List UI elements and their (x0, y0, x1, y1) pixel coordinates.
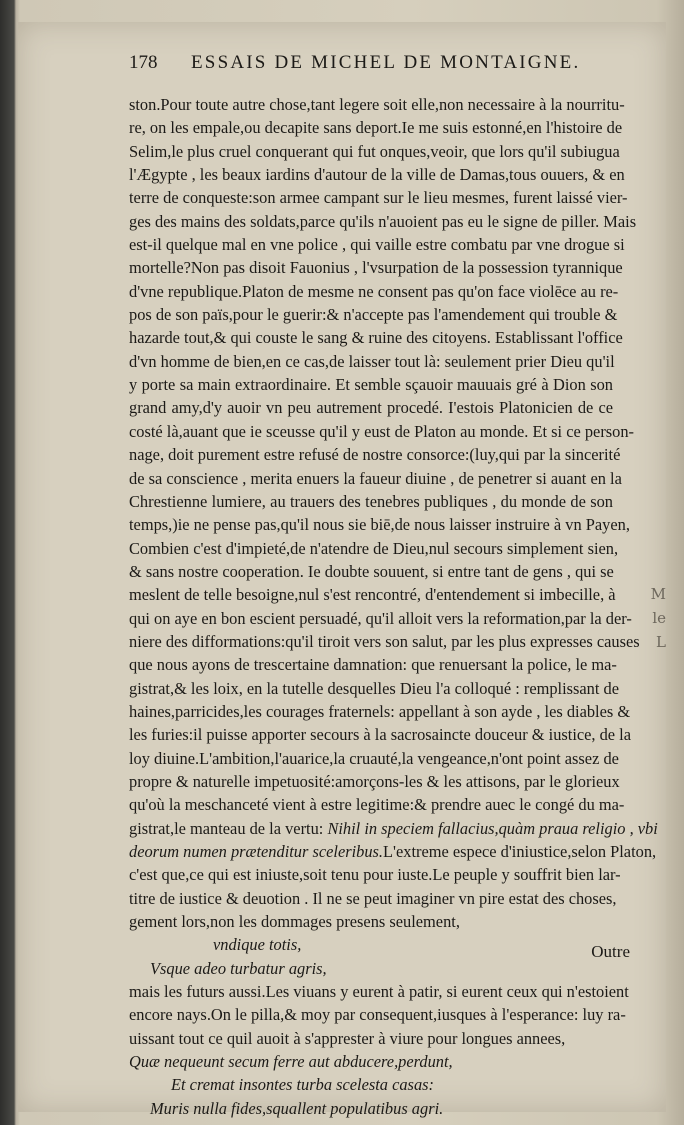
text-line: terre de conqueste:son armee campant sur le lieu mesmes, furent laissé vier- (129, 188, 628, 208)
text-line: d'vn homme de bien,en ce cas,de laisser tout là: seulement prier Dieu qu'il (129, 351, 615, 371)
text-line: & sans nostre cooperation. Ie doubte souuent, si entre tant de gens , qui se (129, 561, 614, 581)
page-number: 178 (129, 52, 158, 73)
text-line: d'vne republique.Platon de mesme ne consent pas qu'on face violēce au re- (129, 281, 619, 301)
catchword: Outre (591, 942, 630, 961)
text-line: ston.Pour toute autre chose,tant legere soit elle,non necessaire à la nourritu- (129, 95, 625, 114)
latin-quote-a: Nihil in speciem fallacius,quàm praua religio , vbi (327, 818, 658, 838)
verse-line: Et cremat insontes turba scelesta casas: (171, 1075, 434, 1095)
text-line: Chrestienne lumiere, au trauers des tenebres publiques , du monde de son (129, 491, 613, 511)
text-line: Selim,le plus cruel conquerant qui fut onques,veoir, que lors qu'il subiugua (129, 141, 620, 161)
text-line: nage, doit purement estre refusé de nostre consorce:(luy,qui par la sincerité (129, 445, 621, 465)
verse-line: Muris nulla fides,squallent populatibus agri. (150, 1098, 444, 1118)
text-line: costé là,auant que ie sceusse qu'il y eust de Platon au monde. Et si ce person- (129, 421, 635, 441)
text-line: ges des mains des soldats,parce qu'ils n'auoient pas eu le signe de piller. Mais (129, 211, 637, 231)
text-line: grand amy,d'y auoir vn peu autrement procedé. I'estois Platonicien de ce (129, 398, 613, 418)
text-line: loy diuine.L'ambition,l'auarice,la cruauté,la vengeance,n'ont point assez de (129, 748, 619, 768)
text-line: uissant tout ce quil auoit à s'apprester à viure pour longues annees, (129, 1028, 566, 1048)
text-line: meslent de telle besoigne,nul s'est rencontré, d'entendement si imbecille, à (129, 585, 616, 605)
verse-line: vndique totis, (213, 935, 302, 955)
text-line: qui on aye en bon escient persuadé, qu'il alloit vers la reformation,par la der- (129, 608, 632, 628)
text-line: y porte sa main extraordinaire. Et semble sçauoir mauuais gré à Dion son (129, 375, 613, 395)
text-line: que nous ayons de trescertaine damnation: que renuersant la police, le ma- (129, 655, 617, 675)
text-line: l'Ægypte , les beaux iardins d'autour de la ville de Damas,tous ouuers, & en (129, 165, 625, 185)
text-line: hazarde tout,& qui couste le sang & ruine des citoyens. Establissant l'office (129, 328, 623, 348)
text-line: haines,parricides,les courages fraternels: appellant à son ayde , les diables & (129, 701, 631, 721)
text-line: est-il quelque mal en vne police , qui vaille estre combatu par vne drogue si (129, 235, 625, 255)
text-line: qu'où la meschanceté vient à estre legitime:& prendre auec le congé du ma- (129, 795, 625, 815)
text-line: gistrat,& les loix, en la tutelle desquelles Dieu l'a colloqué : remplissant de (129, 678, 619, 698)
text-line: re, on les empale,ou decapite sans deport.Ie me suis estonné,en l'histoire de (129, 118, 623, 138)
text-line: mais les futurs aussi.Les viuans y eurent à patir, si eurent ceux qui n'estoient (129, 982, 629, 1002)
text-line: gement lors,non les dommages presens seulement, (129, 912, 460, 932)
text-line: encore nays.On le pilla,& moy par consequent,iusques à l'esperance: luy ra- (129, 1005, 626, 1025)
text-line: gistrat,le manteau de la vertu: Nihil in speciem fallacius,quàm praua religio , vbi (129, 818, 658, 838)
text-line: Combien c'est d'impieté,de n'atendre de Dieu,nul secours simplement sien, (129, 538, 619, 558)
text-line: niere des difformations:qu'il tiroit vers son salut, par les plus expresses causes (129, 631, 640, 651)
running-title: ESSAIS DE MICHEL DE MONTAIGNE. (191, 52, 581, 73)
verse-line: Vsque adeo turbatur agris, (150, 958, 327, 978)
text-line: c'est que,ce qui est iniuste,soit tenu pour iuste.Le peuple y souffrit bien lar- (129, 865, 621, 885)
text-line: propre & naturelle impetuosité:amorçons-les & les attisons, par le glorieux (129, 771, 620, 791)
text-line: les furies:il puisse apporter secours à la sacrosaincte douceur & iustice, de la (129, 725, 632, 745)
text-line: de sa conscience , merita enuers la faueur diuine , de penetrer si auant en la (129, 468, 622, 488)
text-line: temps,)ie ne pense pas,qu'il nous sie biē,de nous laisser instruire à vn Payen, (129, 515, 630, 535)
text-line: mortelle?Non pas disoit Fauonius , l'vsurpation de la possession tyrannique (129, 258, 623, 278)
facing-page-bleed: M le L (650, 585, 666, 651)
verse-line: Quæ nequeunt secum ferre aut abducere,perdunt, (129, 1052, 453, 1072)
text-line: deorum numen prætenditur sceleribus.L'extreme espece d'iniustice,selon Platon, (129, 842, 657, 861)
page-header (129, 52, 613, 78)
text-line: titre de iustice & deuotion . Il ne se peut imaginer vn pire estat des choses, (129, 888, 617, 908)
text-line: pos de son païs,pour le guerir:& n'accepte pas l'amendement qui trouble & (129, 305, 618, 325)
latin-quote-b: deorum numen prætenditur sceleribus. (129, 842, 384, 861)
